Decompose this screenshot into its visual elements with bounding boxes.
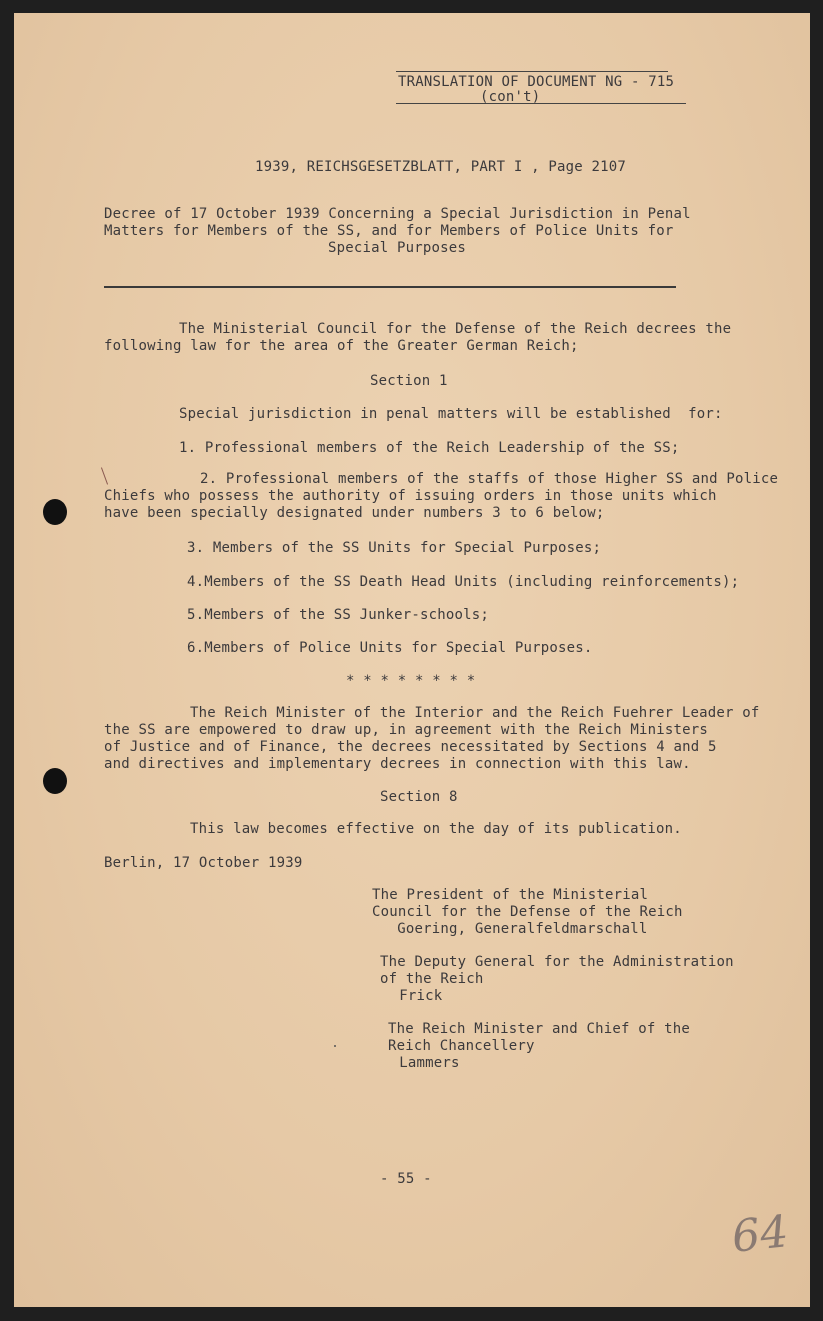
document-page: [14, 13, 810, 1307]
list-item-3: 3. Members of the SS Units for Special Purposes;: [187, 540, 602, 556]
ink-speck: [334, 1045, 336, 1047]
list-item-5: 5.Members of the SS Junker-schools;: [187, 607, 490, 623]
signature-2-line-3: Frick: [382, 988, 443, 1004]
signature-1-line-2: Council for the Defense of the Reich: [372, 904, 683, 920]
section-8-heading: Section 8: [380, 789, 458, 805]
signature-2-line-1: The Deputy General for the Administration: [380, 954, 734, 970]
list-item-2-line-2: Chiefs who possess the authority of issuing orders in those units which: [104, 488, 717, 504]
source-citation: 1939, REICHSGESETZBLATT, PART I , Page 2107: [255, 159, 627, 175]
list-item-6: 6.Members of Police Units for Special Purposes.: [187, 640, 593, 656]
signature-3-line-2: Reich Chancellery: [388, 1038, 535, 1054]
list-item-2-line-1: 2. Professional members of the staffs of those Higher SS and Police: [200, 471, 779, 487]
signature-1-line-1: The President of the Ministerial: [372, 887, 649, 903]
decree-title-line-1: Decree of 17 October 1939 Concerning a Special Jurisdiction in Penal: [104, 206, 691, 222]
preamble-line-2: following law for the area of the Greater German Reich;: [104, 338, 579, 354]
list-item-1: 1. Professional members of the Reich Leadership of the SS;: [179, 440, 680, 456]
asterisk-divider: * * * * * * * *: [346, 673, 476, 689]
list-item-2-line-3: have been specially designated under numbers 3 to 6 below;: [104, 505, 605, 521]
section-1-intro: Special jurisdiction in penal matters will be established for:: [179, 406, 723, 422]
signature-3-line-1: The Reich Minister and Chief of the: [388, 1021, 691, 1037]
decree-title-line-3: Special Purposes: [328, 240, 467, 256]
preamble-line-1: The Ministerial Council for the Defense of the Reich decrees the: [179, 321, 732, 337]
header-line-2: (con't): [480, 89, 541, 105]
page-number: - 55 -: [380, 1171, 432, 1187]
paragraph-2-line-3: of Justice and of Finance, the decrees necessitated by Sections 4 and 5: [104, 739, 717, 755]
header-rule-top: [396, 71, 668, 72]
punch-hole-lower: [43, 768, 67, 794]
header-rule-bottom: [396, 103, 686, 104]
section-8-text: This law becomes effective on the day of its publication.: [190, 821, 682, 837]
decree-title-line-2: Matters for Members of the SS, and for Members of Police Units for: [104, 223, 674, 239]
margin-tick-mark: [101, 467, 108, 484]
paragraph-2-line-4: and directives and implementary decrees in connection with this law.: [104, 756, 691, 772]
handwritten-page-number: 64: [729, 1206, 791, 1263]
separator-rule: [104, 286, 676, 288]
paragraph-2-line-1: The Reich Minister of the Interior and the Reich Fuehrer Leader of: [190, 705, 760, 721]
signature-2-line-2: of the Reich: [380, 971, 484, 987]
section-1-heading: Section 1: [370, 373, 448, 389]
place-and-date: Berlin, 17 October 1939: [104, 855, 303, 871]
header-line-1: TRANSLATION OF DOCUMENT NG - 715: [398, 74, 675, 90]
signature-1-line-3: Goering, Generalfeldmarschall: [380, 921, 648, 937]
signature-3-line-3: Lammers: [382, 1055, 460, 1071]
paragraph-2-line-2: the SS are empowered to draw up, in agreement with the Reich Ministers: [104, 722, 709, 738]
list-item-4: 4.Members of the SS Death Head Units (including reinforcements);: [187, 574, 740, 590]
punch-hole-upper: [43, 499, 67, 525]
